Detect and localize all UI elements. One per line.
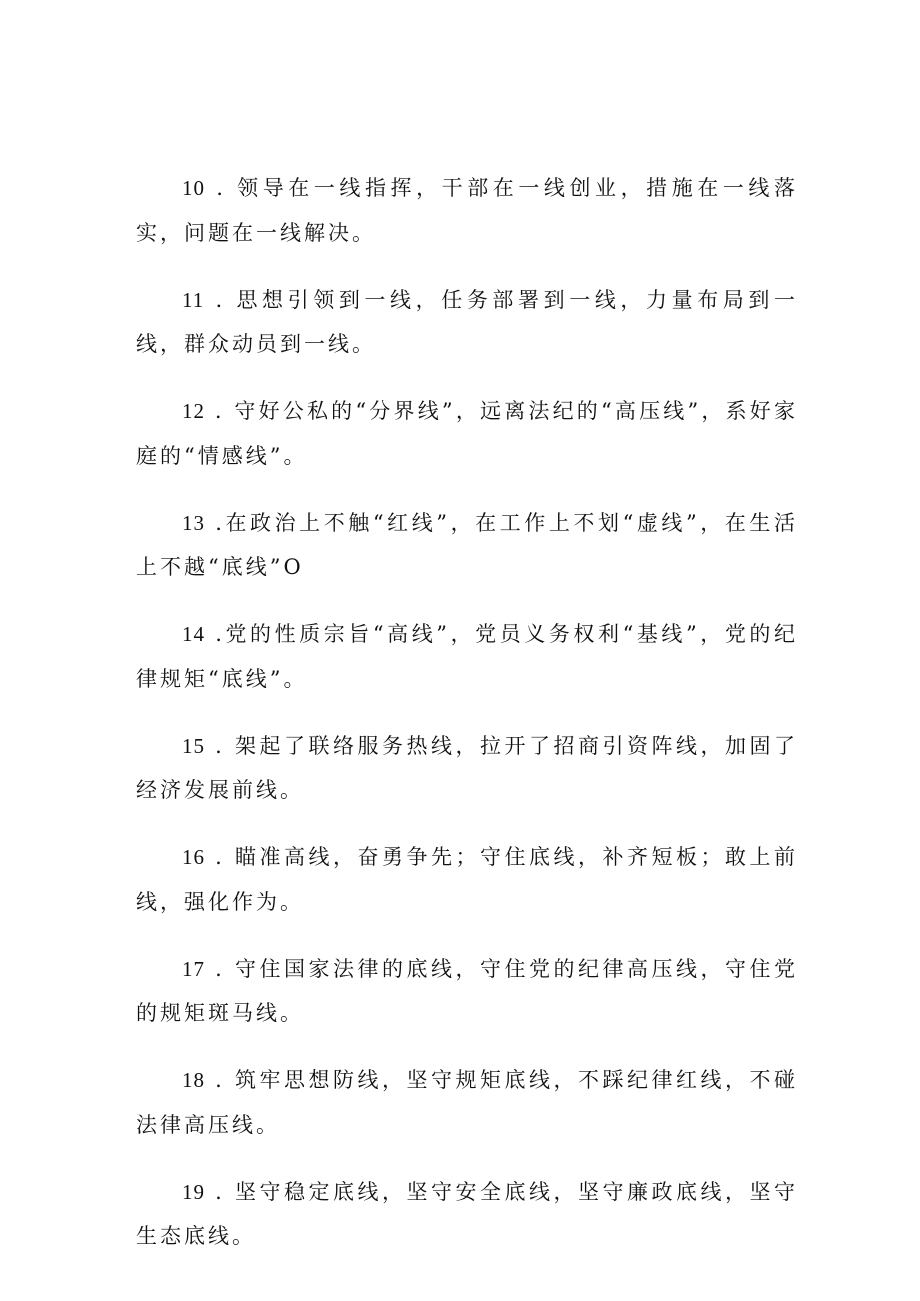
item-number: 12 [182, 399, 205, 423]
list-item [136, 1058, 798, 1147]
list-item [136, 389, 798, 478]
item-number: 13 [182, 510, 205, 535]
item-text: .党的性质宗旨“高线”，党员义务权利“基线”，党的纪律规矩“底线”。 [136, 622, 798, 691]
item-number: 18 [182, 1068, 205, 1092]
item-text: . 思想引领到一线，任务部署到一线，力量布局到一线，群众动员到一线。 [136, 287, 798, 356]
item-number: 17 [182, 956, 205, 981]
list-item [136, 1170, 798, 1259]
item-text: . 筑牢思想防线，坚守规矩底线，不踩纪律红线，不碰法律高压线。 [136, 1068, 798, 1137]
list-item [136, 724, 798, 813]
item-text: . 坚守稳定底线，坚守安全底线，坚守廉政底线，坚守生态底线。 [136, 1179, 798, 1248]
item-number: 11 [182, 287, 205, 312]
item-text: . 守住国家法律的底线，守住党的纪律高压线，守住党的规矩斑马线。 [136, 956, 798, 1025]
list-item [136, 947, 798, 1036]
item-text: . 守好公私的“分界线”，远离法纪的“高压线”，系好家庭的“情感线”。 [136, 399, 798, 468]
numbered-list [136, 166, 798, 1281]
list-item [136, 501, 798, 590]
list-item [136, 278, 798, 367]
list-item [136, 612, 798, 701]
item-number: 15 [182, 733, 205, 758]
item-text: . 领导在一线指挥，干部在一线创业，措施在一线落实，问题在一线解决。 [136, 176, 798, 245]
list-item [136, 166, 798, 255]
item-number: 10 [182, 176, 205, 200]
item-text: . 架起了联络服务热线，拉开了招商引资阵线，加固了经济发展前线。 [136, 733, 798, 802]
item-number: 14 [182, 622, 205, 646]
item-number: 16 [182, 845, 205, 869]
item-number: 19 [182, 1179, 205, 1204]
list-item [136, 835, 798, 924]
item-text: . 瞄准高线，奋勇争先；守住底线，补齐短板；敢上前线，强化作为。 [136, 845, 798, 914]
item-text: .在政治上不触“红线”，在工作上不划“虚线”，在生活上不越“底线”O [136, 510, 798, 579]
